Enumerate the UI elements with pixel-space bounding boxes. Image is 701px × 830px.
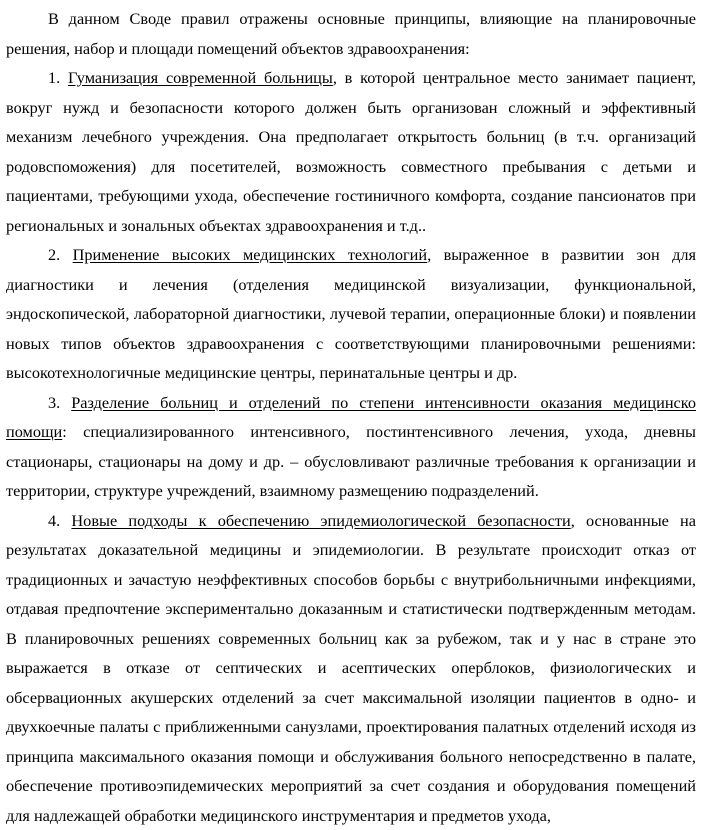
list-item — [6, 388, 696, 506]
intro-paragraph: В данном Своде правил отражены основные принципы, влияющие на планировочные решения, набор и площади помещений объектов здравоохранения: — [6, 4, 696, 63]
item-heading: Применение высоких медицинских технологий — [73, 245, 427, 264]
item-number: 3. — [48, 393, 60, 412]
list-item — [6, 506, 696, 830]
document-page — [0, 4, 701, 811]
item-heading: Разделение больниц и отделений по степени интенсивности оказания медицинско помощи — [6, 393, 696, 442]
item-number: 2. — [48, 245, 60, 264]
item-number: 4. — [48, 511, 60, 530]
list-item — [6, 63, 696, 240]
list-item — [6, 240, 696, 388]
item-heading: Новые подходы к обеспечению эпидемиологической безопасности — [71, 511, 570, 530]
item-text: , выраженное в развитии зон для диагностики и лечения (отделения медицинской визуализации, функциональной, эндоскопической, лабораторной диагностики, лучевой терапии, операционные блоки) и появлении новых типов объектов здравоохранения с соответствующими планировочными решениями: высокотехнологичные медицинские центры, перинатальные центры и др. — [6, 245, 696, 382]
item-number: 1. — [48, 68, 60, 87]
item-heading: Гуманизация современной больницы — [68, 68, 333, 87]
item-text: : специализированного интенсивного, постинтенсивного лечения, ухода, дневны стационары, стационары на дому и др. – обусловливают различные требования к организации и территории, структуре учреждений, взаимному размещению подразделений. — [6, 422, 696, 500]
item-text: , основанные на результатах доказательной медицины и эпидемиологии. В результате происходит отказ от традиционных и зачастую неэффективных способов борьбы с внутрибольничными инфекциями, отдавая предпочтение экспериментально доказанным и статистически подтвержденным методам. В планировочных решениях современных больниц как за рубежом, так и у нас в стране это выражается в отказе от септических и асептических оперблоков, физиологических и обсервационных акушерских отделений за счет максимальной изоляции пациентов в одно- и двухкоечные палаты с приближенными санузлами, проектирования палатных отделений исходя из принципа максимального оказания помощи и обслуживания больного непосредственно в палате, обеспечение противоэпидемических мероприятий за счет создания и оборудования помещений для надлежащей обработки медицинского инструментария и предметов ухода, — [6, 511, 696, 825]
item-text: , в которой центральное место занимает пациент, вокруг нужд и безопасности которого должен быть организован сложный и эффективный механизм лечебного учреждения. Она предполагает открытость больниц (в т.ч. организаций родовспоможения) для посетителей, возможность совместного пребывания с детьми и пациентами, требующими ухода, обеспечение гостиничного комфорта, создание пансионатов при региональных и зональных объектах здравоохранения и т.д.. — [6, 68, 696, 235]
